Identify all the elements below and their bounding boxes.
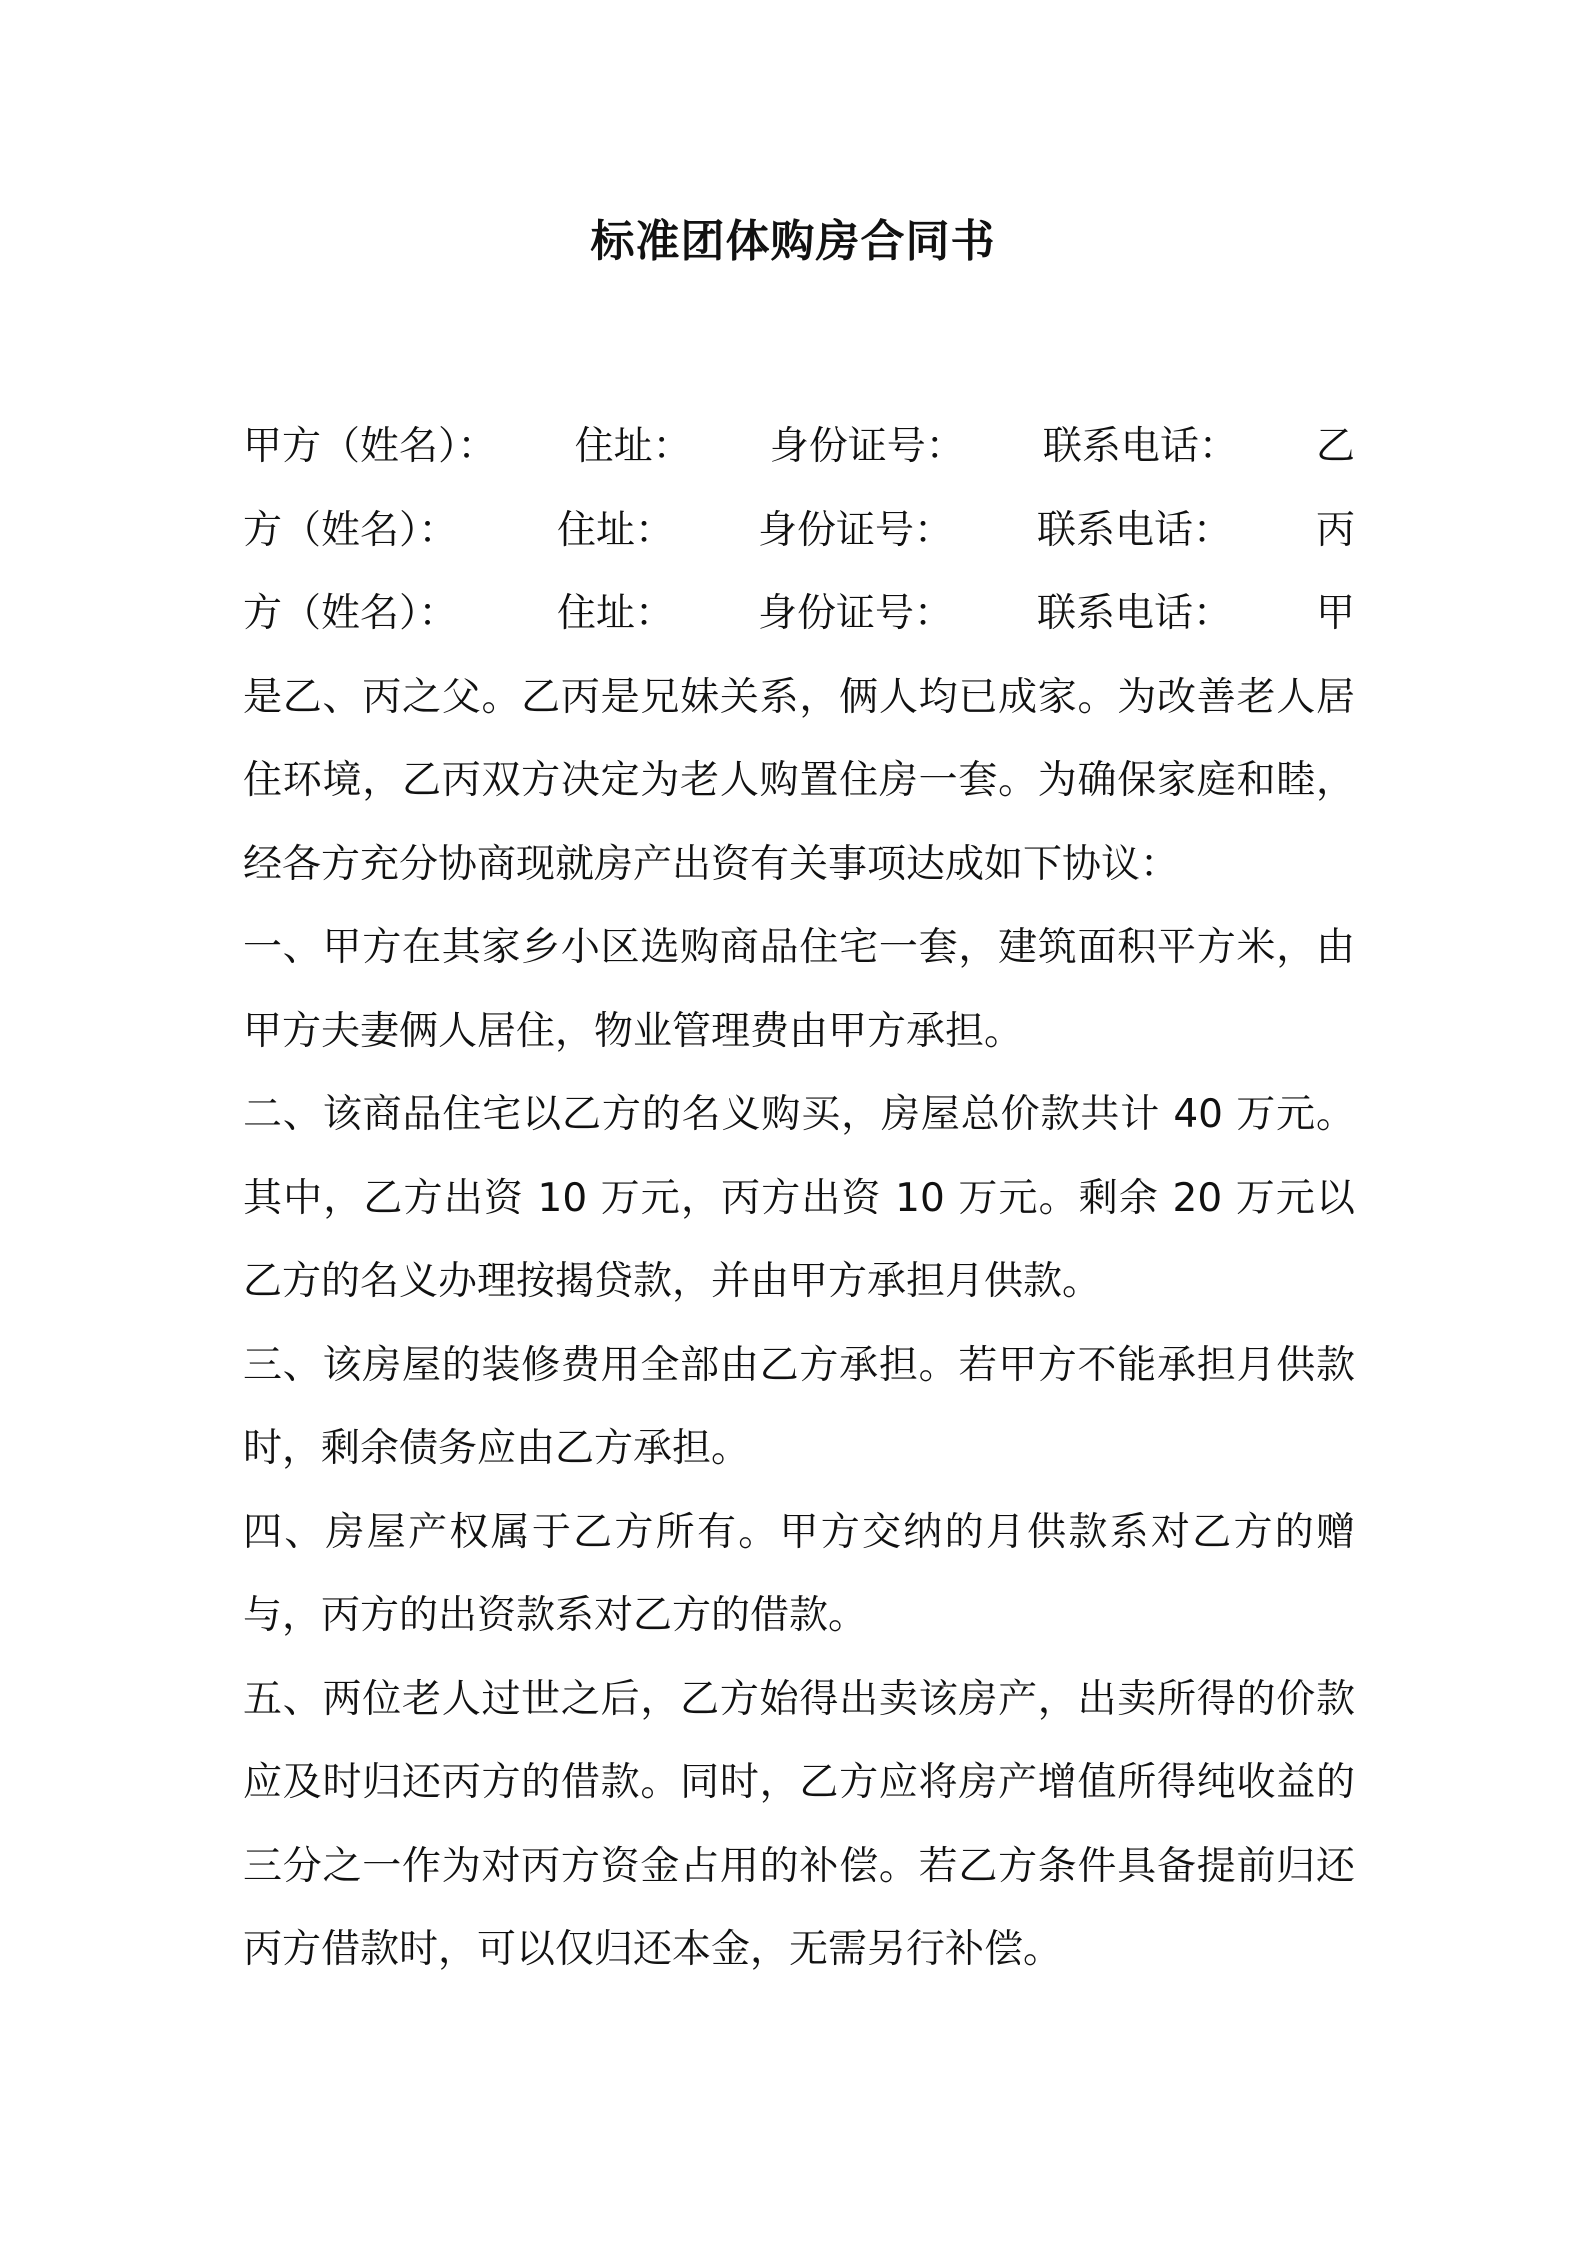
party-id-label: 身份证号： — [757, 507, 953, 553]
party-phone-label: 联系电话： — [1036, 591, 1232, 636]
clause-3-paragraph: 三、该房屋的装修费用全部由乙方承担。若甲方不能承担月供款时，剩余债务应由乙方承担。 — [243, 1342, 1355, 1471]
party-next-char: 丙 — [1315, 507, 1355, 553]
party-next-char: 甲 — [1315, 591, 1355, 636]
party-row-bing — [243, 572, 1355, 656]
party-id-label: 身份证号： — [769, 424, 965, 469]
party-name-label: 方（姓名）： — [243, 591, 458, 636]
party-address-label: 住址： — [556, 507, 674, 553]
party-name-label: 方（姓名）： — [243, 507, 458, 553]
party-phone-label: 联系电话： — [1036, 507, 1232, 553]
party-address-label: 住址： — [574, 424, 692, 469]
party-name-label: 甲方（姓名）： — [243, 424, 497, 469]
party-row-yi — [243, 489, 1355, 573]
preamble-paragraph: 是乙、丙之父。乙丙是兄妹关系，俩人均已成家。为改善老人居住环境，乙丙双方决定为老人购置住房一套。为确保家庭和睦，经各方充分协商现就房产出资有关事项达成如下协议： — [243, 674, 1355, 887]
party-next-char: 乙 — [1315, 424, 1355, 469]
clause-2-paragraph: 二、该商品住宅以乙方的名义购买，房屋总价款共计 40 万元。其中，乙方出资 10 万元，丙方出资 10 万元。剩余 20 万元以乙方的名义办理按揭贷款，并由甲方承担月供款。 — [243, 1092, 1355, 1304]
party-id-label: 身份证号： — [757, 591, 953, 636]
party-phone-label: 联系电话： — [1042, 424, 1238, 469]
clause-4-paragraph: 四、房屋产权属于乙方所有。甲方交纳的月供款系对乙方的赠与，丙方的出资款系对乙方的借款。 — [243, 1509, 1355, 1638]
party-row-jia — [243, 405, 1355, 489]
clause-1-paragraph: 一、甲方在其家乡小区选购商品住宅一套，建筑面积平方米，由甲方夫妻俩人居住，物业管理费由甲方承担。 — [243, 925, 1355, 1054]
party-address-label: 住址： — [556, 591, 674, 636]
clause-5-paragraph: 五、两位老人过世之后，乙方始得出卖该房产，出卖所得的价款应及时归还丙方的借款。同时，乙方应将房产增值所得纯收益的三分之一作为对丙方资金占用的补偿。若乙方条件具备提前归还丙方借款时，可以仅归还本金，无需另行补偿。 — [243, 1676, 1355, 1972]
document-body — [243, 405, 1355, 1992]
document-title: 标准团体购房合同书 — [590, 216, 996, 267]
